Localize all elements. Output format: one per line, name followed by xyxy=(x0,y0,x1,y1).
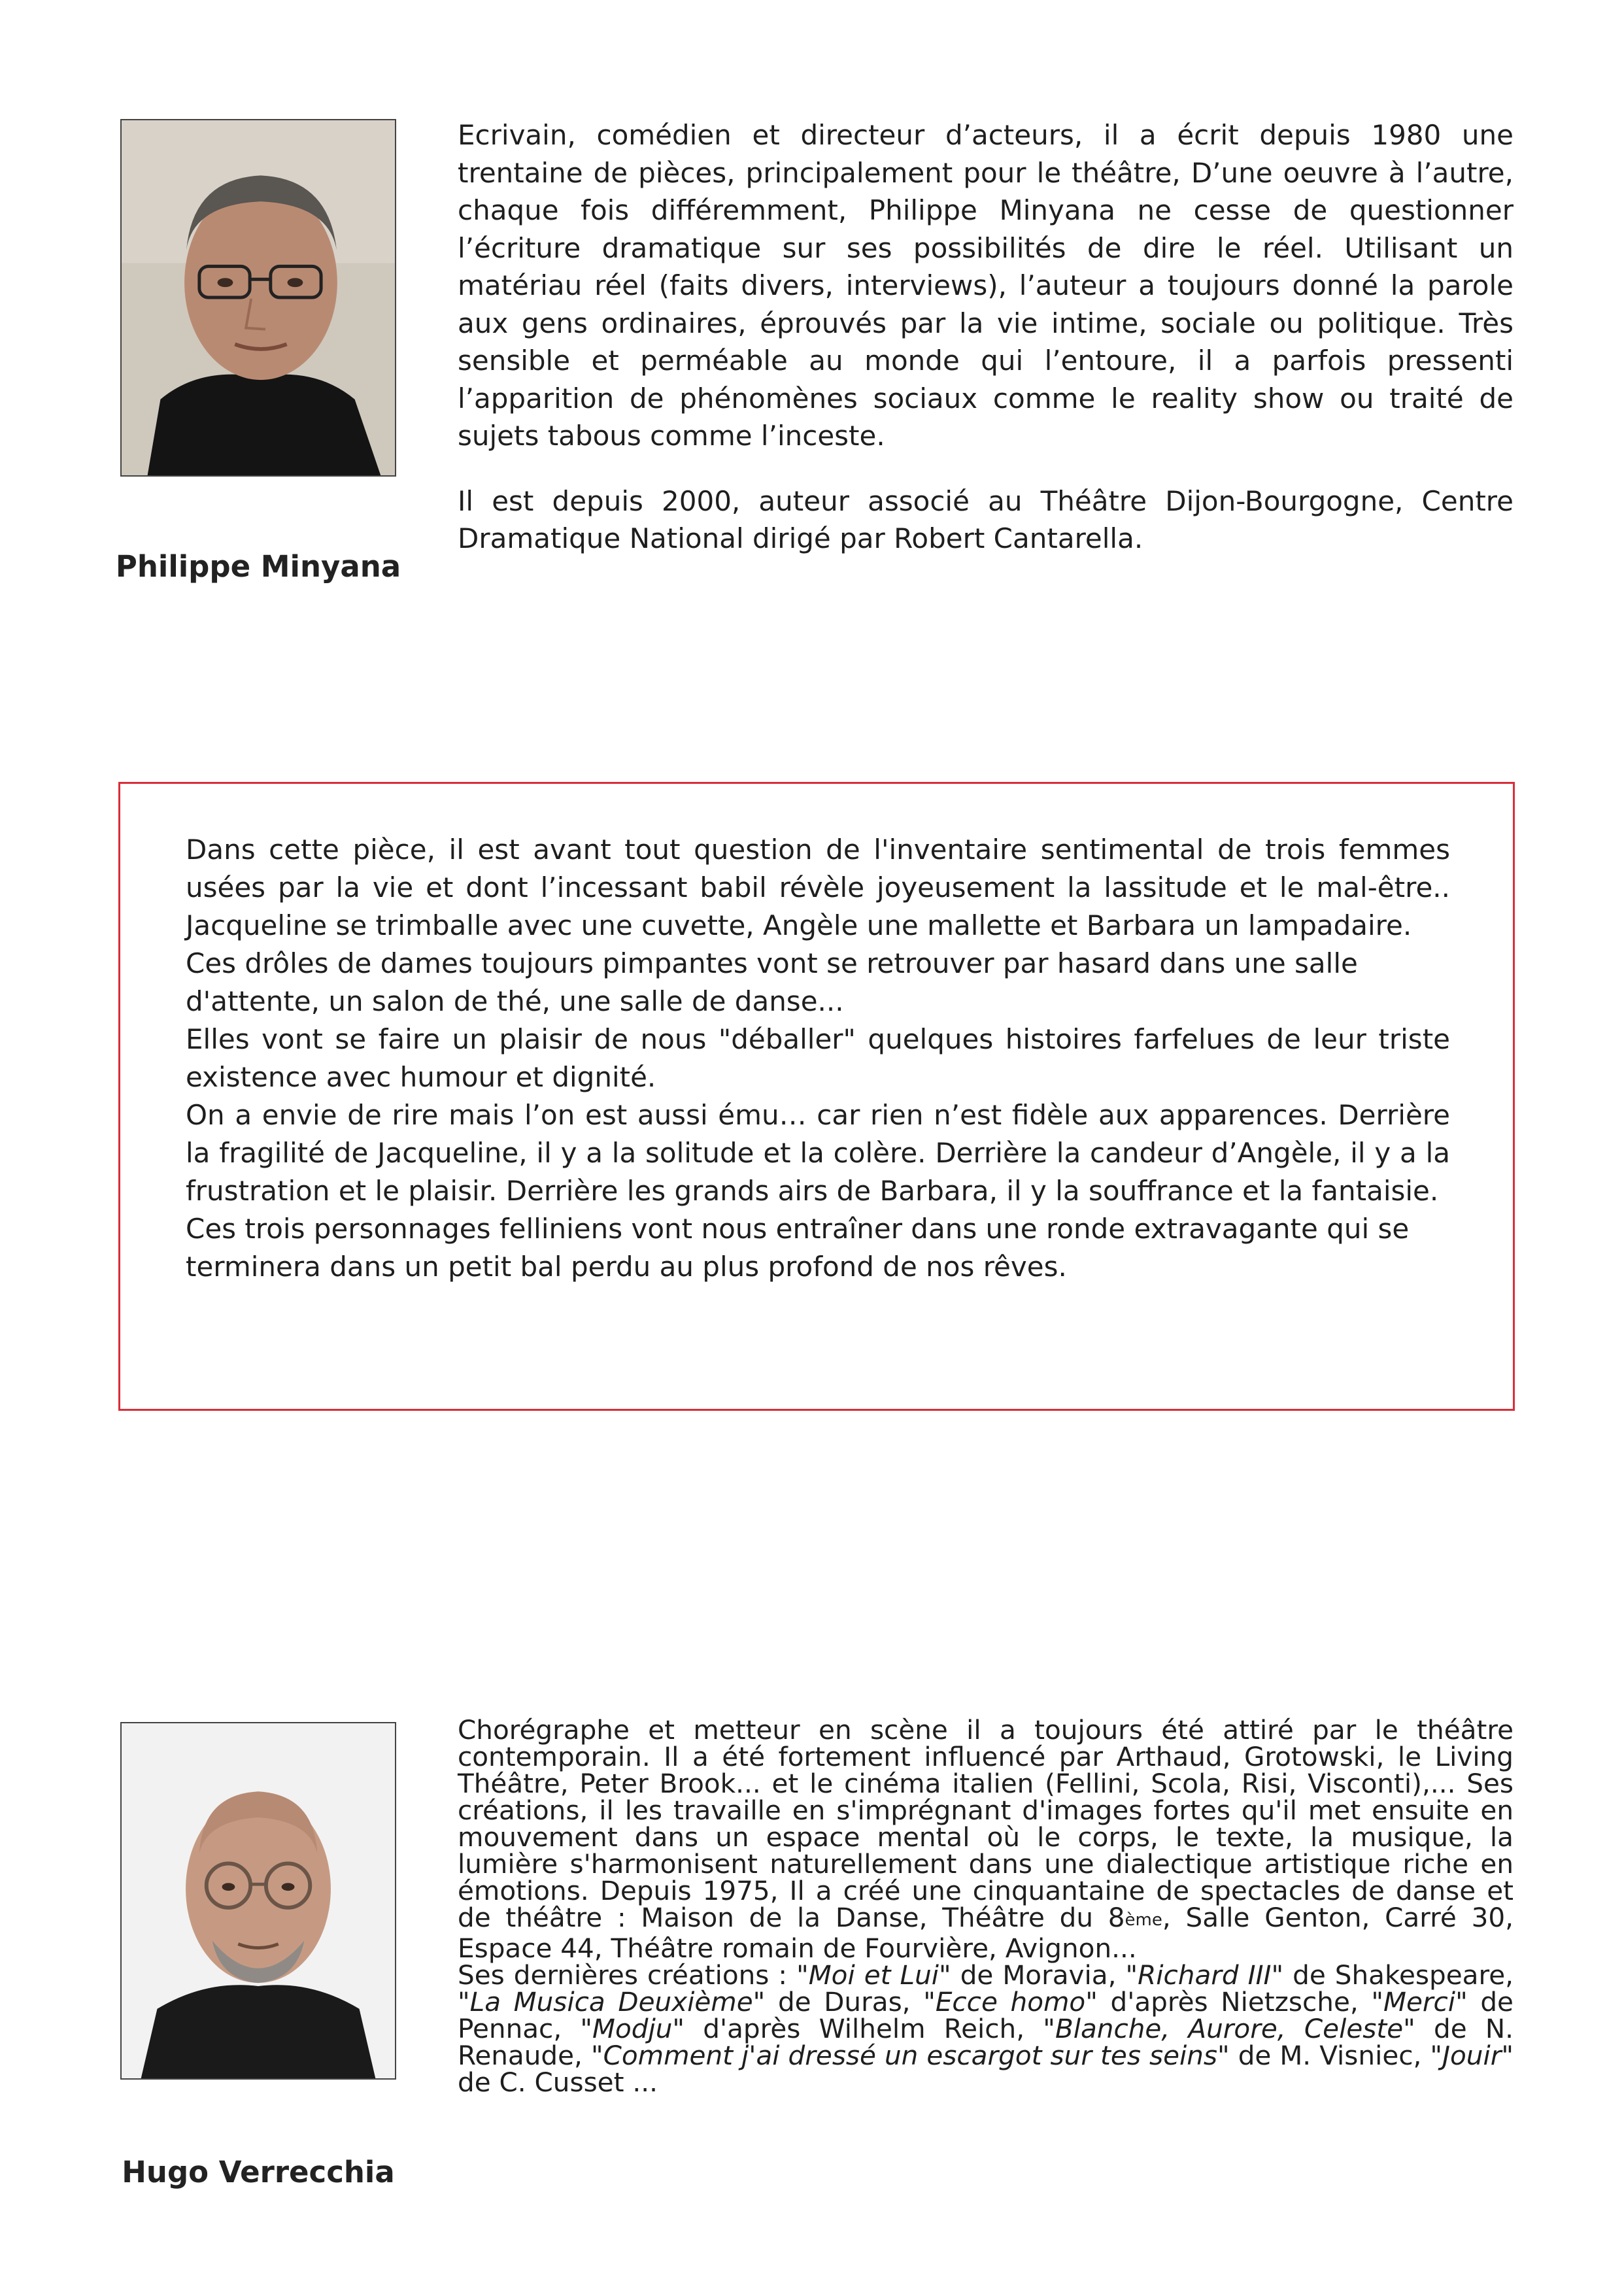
work-title: Blanche, Aurore, Celeste xyxy=(1055,2013,1404,2044)
synopsis-box xyxy=(118,782,1515,1411)
work-credit: " de Moravia, " xyxy=(939,1959,1138,1991)
bio-paragraph: Ecrivain, comédien et directeur d’acteurs, il a écrit depuis 1980 une trentaine de pièces, principalement pour le théâtre, D’une oeuvre à l’autre, chaque fois différemment, Philippe Minyana ne cesse de questionner l’écriture dramatique sur ses possibilités de dire le réel. Utilisant un matériau réel (faits divers, interviews), l’auteur a toujours donné la parole aux gens ordinaires, éprouvés par la vie intime, sociale ou politique. Très sensible et perméable au monde qui l’entoure, il a parfois pressenti l’apparition de phénomènes sociaux comme le reality show ou traité de sujets tabous comme l’inceste. xyxy=(458,119,1514,452)
work-title: Richard III xyxy=(1138,1959,1272,1991)
work-title: Jouir xyxy=(1442,2040,1502,2071)
synopsis-text xyxy=(186,831,1450,1286)
work-credit: " d'après Nietzsche, " xyxy=(1085,1986,1384,2017)
bio-minyana xyxy=(458,116,1514,558)
work-credit: " de M. Visniec, " xyxy=(1217,2040,1443,2071)
bio-text: Chorégraphe et metteur en scène il a toujours été attiré par le théâtre contemporain. Il a été fortement influencé par Arthaud, Grotowski, le Living Théâtre, Peter Brook... et le cinéma italien (Fellini, Scola, Risi, Visconti),... Ses créations, il les travaille en s'imprégnant d'images fortes qu'il met ensuite en mouvement dans un espace mental où le corps, le texte, la musique, la lumière s'harmonisent naturellement dans une dialectique artistique riche en émotions. Depuis 1975, Il a créé une cinquantaine de spectacles de danse et de théâtre : Maison de la Danse, Théâtre du 8 xyxy=(458,1714,1514,1933)
bio-paragraph xyxy=(458,1714,1514,1964)
synopsis-paragraph: On a envie de rire mais l’on est aussi ému… car rien n’est fidèle aux apparences. Derrière la fragilité de Jacqueline, il y a la solitude et la colère. Derrière la candeur d’Angèle, il y a la frustration et le plaisir. Derrière les grands airs de Barbara, il y la souffrance et la fantaisie. xyxy=(186,1099,1450,1207)
work-title: La Musica Deuxième xyxy=(469,1986,753,2017)
work-credit: " de Shakespeare, " xyxy=(458,1959,1514,2017)
work-title: Moi et Lui xyxy=(808,1959,939,1991)
work-title: Merci xyxy=(1383,1986,1456,2017)
work-title: Modju xyxy=(592,2013,673,2044)
synopsis-paragraph: Ces trois personnages felliniens vont nous entraîner dans une ronde extravagante qui se terminera dans un petit bal perdu au plus profond de nos rêves. xyxy=(186,1213,1410,1283)
work-credit: " d'après Wilhelm Reich, " xyxy=(672,2013,1055,2044)
superscript: ème xyxy=(1125,1910,1162,1930)
portrait-photo-minyana xyxy=(120,119,396,477)
author-name-verrecchia: Hugo Verrecchia xyxy=(122,2155,395,2189)
bio-paragraph: Il est depuis 2000, auteur associé au Théâtre Dijon-Bourgogne, Centre Dramatique National dirigé par Robert Cantarella. xyxy=(458,484,1514,554)
synopsis-paragraph: Elles vont se faire un plaisir de nous "déballer" quelques histoires farfelues de leur triste existence avec humour et dignité. xyxy=(186,1023,1450,1093)
bio-text: , Salle Genton, Carré 30, Espace 44, Théâtre romain de Fourvière, Avignon... xyxy=(458,1902,1514,1964)
work-credit: " de Duras, " xyxy=(753,1986,936,2017)
work-credit: " de N. Renaude, " xyxy=(458,2013,1514,2071)
work-credit: " de Pennac, " xyxy=(458,1986,1514,2044)
portrait-photo-verrecchia xyxy=(120,1722,396,2080)
work-credit: " de C. Cusset ... xyxy=(458,2040,1514,2098)
creations-intro: Ses dernières créations : " xyxy=(458,1959,809,1991)
author-name-minyana: Philippe Minyana xyxy=(115,549,401,584)
creations-paragraph xyxy=(458,1959,1514,2098)
synopsis-paragraph: Dans cette pièce, il est avant tout question de l'inventaire sentimental de trois femmes usées par la vie et dont l’incessant babil révèle joyeusement la lassitude et le mal-être.. Jacqueline se trimballe avec une cuvette, Angèle une mallette et Barbara un lampadaire. xyxy=(186,834,1450,941)
work-title: Ecce homo xyxy=(935,1986,1086,2017)
portrait-illustration xyxy=(122,1723,395,2078)
bio-verrecchia xyxy=(458,1714,1514,2098)
work-title: Comment j'ai dressé un escargot sur tes seins xyxy=(603,2040,1218,2071)
synopsis-paragraph: Ces drôles de dames toujours pimpantes vont se retrouver par hasard dans une salle d'attente, un salon de thé, une salle de danse... xyxy=(186,947,1358,1017)
portrait-illustration xyxy=(122,120,395,475)
